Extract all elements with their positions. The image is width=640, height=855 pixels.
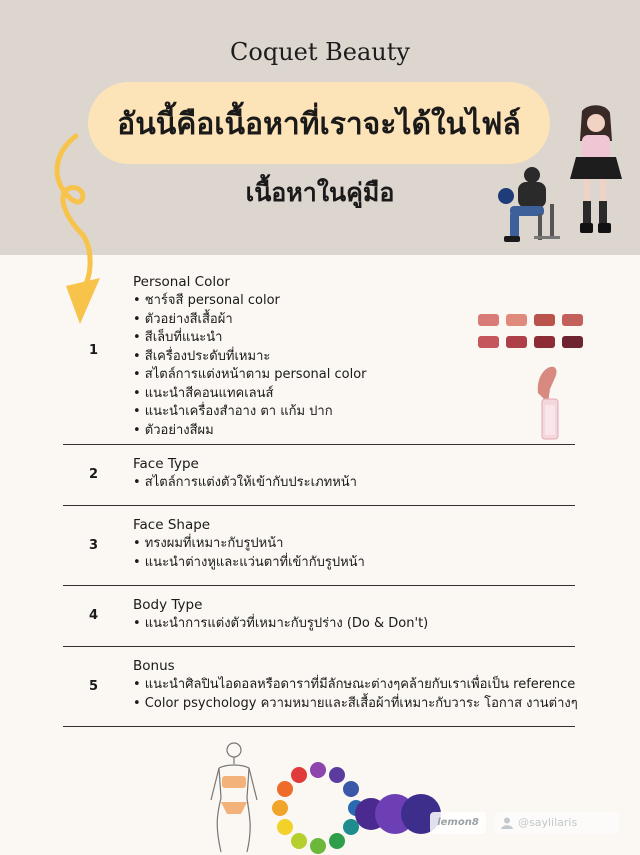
bullet-item: • Color psychology ความหมายและสีเสื้อผ้าที่เหมาะกับวาระ โอกาส งานต่างๆ — [133, 695, 578, 711]
swatch — [562, 314, 583, 326]
swatch — [506, 314, 527, 326]
swatch — [562, 336, 583, 348]
page-title: อันนี้คือเนื้อหาที่เราจะได้ในไฟล์ — [117, 107, 521, 142]
row-number: 3 — [89, 538, 99, 553]
bullet-item: • แนะนำสีคอนแทคเลนส์ — [133, 385, 274, 401]
bullet-item: • แนะนำต่างหูและแว่นตาที่เข้ากับรูปหน้า — [133, 554, 365, 570]
bullet-item: • แนะนำศิลปินไอดอลหรือดาราที่มีลักษณะต่างๆคล้ายกับเราเพื่อเป็น reference — [133, 677, 576, 692]
lip-gloss-icon — [532, 363, 572, 445]
brand-title: Coquet Beauty — [230, 38, 410, 66]
user-icon — [500, 816, 514, 830]
row-number: 4 — [89, 608, 99, 623]
bullet-item: • สไตล์การแต่งหน้าตาม personal color — [133, 367, 367, 382]
bullet-item: • สไตล์การแต่งตัวให้เข้ากับประเภทหน้า — [133, 475, 357, 490]
row-heading: Body Type — [133, 597, 203, 613]
section-row-face-type — [63, 445, 575, 506]
swatch — [478, 314, 499, 326]
section-row-face-shape — [63, 506, 575, 586]
body-shape-icon — [205, 740, 263, 855]
bullet-item: • ทรงผมที่เหมาะกับรูปหน้า — [133, 536, 284, 551]
fashion-model-standing-icon — [562, 105, 632, 245]
bullet-item: • สีเครื่องประดับที่เหมาะ — [133, 348, 271, 364]
row-heading: Face Shape — [133, 517, 211, 533]
swatch — [478, 336, 499, 348]
swatch — [534, 314, 555, 326]
bullet-item: • ตัวอย่างสีผม — [133, 422, 214, 438]
row-heading: Bonus — [133, 658, 175, 674]
row-number: 5 — [89, 679, 99, 694]
row-heading: Face Type — [133, 456, 199, 472]
bullet-item: • แนะนำเครื่องสำอาง ตา แก้ม ปาก — [133, 404, 333, 419]
section-row-body-type — [63, 586, 575, 647]
username-text: @saylilaris — [518, 816, 578, 829]
page-subtitle: เนื้อหาในคู่มือ — [245, 178, 395, 207]
swatch — [506, 336, 527, 348]
bullet-item: • ตัวอย่างสีเสื้อผ้า — [133, 311, 233, 327]
swatch — [534, 336, 555, 348]
bullet-item: • สีเล็บที่แนะนำ — [133, 330, 223, 345]
bullet-item: • แนะนำการแต่งตัวที่เหมาะกับรูปร่าง (Do & Don't) — [133, 616, 429, 631]
lemon8-watermark: lemon8 — [430, 812, 486, 834]
color-wheel-icon — [270, 760, 366, 855]
section-row-personal-color — [63, 263, 575, 445]
section-row-bonus — [63, 647, 578, 727]
row-number: 2 — [89, 467, 99, 482]
bullet-item: • ชาร์จสี personal color — [133, 293, 280, 308]
row-heading: Personal Color — [133, 274, 230, 290]
username-watermark — [494, 812, 619, 834]
row-number: 1 — [89, 343, 99, 358]
fashion-model-seated-icon — [498, 160, 568, 250]
